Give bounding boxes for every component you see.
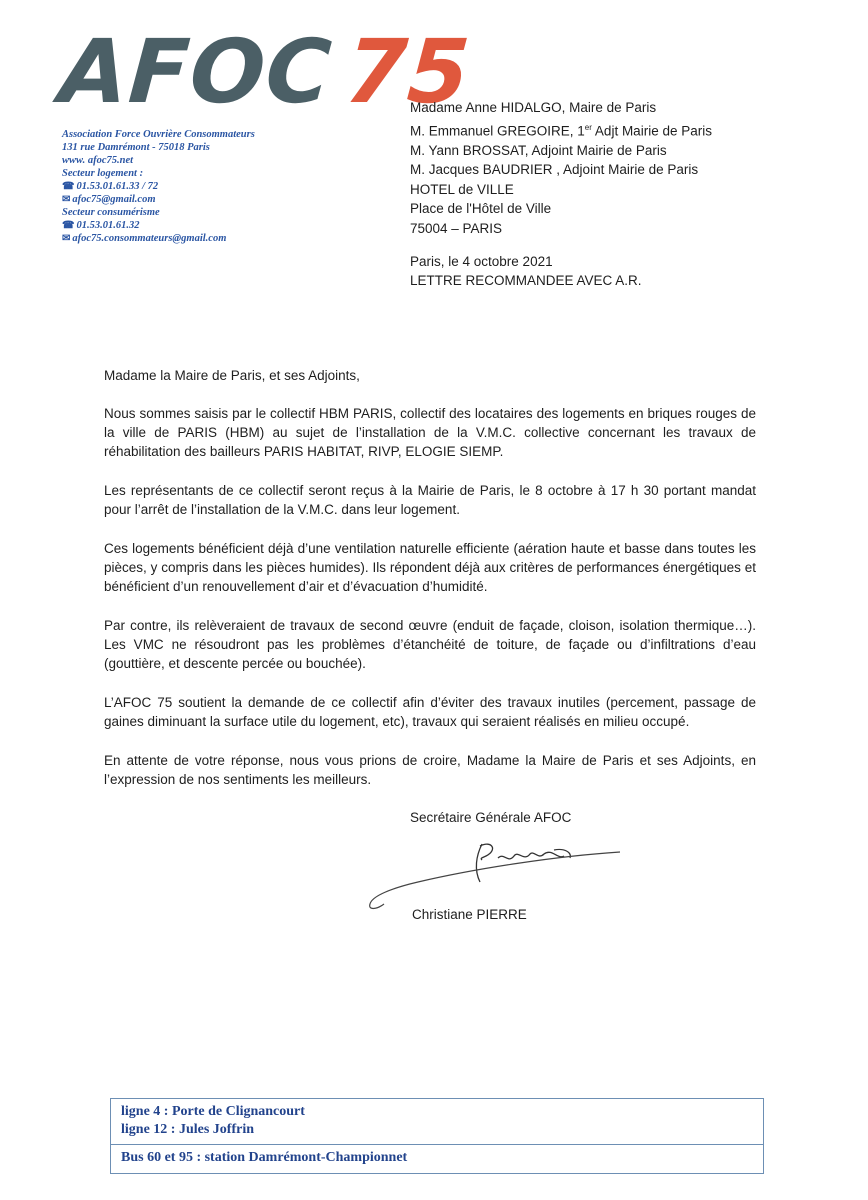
recipient-line: HOTEL de VILLE xyxy=(410,181,514,197)
signer-name: Christiane PIERRE xyxy=(412,907,527,922)
date-block xyxy=(410,252,642,290)
housing-phone: 01.53.01.61.33 / 72 xyxy=(76,181,159,192)
email-icon: ✉ xyxy=(62,194,71,205)
recipient-address-block xyxy=(410,98,712,238)
org-website: www. afoc75.net xyxy=(62,155,134,166)
consumer-email: afoc75.consommateurs@gmail.com xyxy=(72,233,227,244)
footer-divider xyxy=(111,1144,763,1145)
metro-line-4: ligne 4 : Porte de Clignancourt xyxy=(121,1104,305,1119)
recipient-line: 75004 – PARIS xyxy=(410,220,503,236)
logo-number-text: 75 xyxy=(342,20,474,123)
body-paragraph: L’AFOC 75 soutient la demande de ce collectif afin d’éviter des travaux inutiles (percement, passage de gaines diminuant la surface utile du logement, etc), travaux qui seraient réalisés en milieu occupé. xyxy=(104,695,756,729)
org-name: Association Force Ouvrière Consommateurs xyxy=(62,129,255,140)
consumer-phone: 01.53.01.61.32 xyxy=(76,220,140,231)
recipient-line: M. Jacques BAUDRIER , Adjoint Mairie de Paris xyxy=(410,162,699,177)
letter-date: Paris, le 4 octobre 2021 xyxy=(410,254,553,269)
org-address: 131 rue Damrémont - 75018 Paris xyxy=(62,142,210,153)
transport-info-box xyxy=(110,1098,764,1174)
bus-lines: Bus 60 et 95 : station Damrémont-Championnet xyxy=(121,1150,408,1165)
consumer-email-row xyxy=(62,232,362,245)
salutation: Madame la Maire de Paris, et ses Adjoints, xyxy=(104,368,360,383)
association-info xyxy=(62,128,362,245)
housing-email: afoc75@gmail.com xyxy=(72,194,156,205)
signer-title: Secrétaire Générale AFOC xyxy=(410,810,572,825)
recipient-line: Madame Anne HIDALGO, Maire de Paris xyxy=(410,100,657,115)
body-paragraph: Ces logements bénéficient déjà d’une ventilation naturelle efficiente (aération haute et basse dans toutes les pièces, y compris dans les pièces humides). Ils répondent déjà aux critères de performances énergétiques et bénéficient d’un renouvellement d’air et d’évacuation d’humidité. xyxy=(104,541,756,594)
phone-icon: ☎ xyxy=(62,181,75,192)
phone-icon: ☎ xyxy=(62,220,75,231)
housing-label: Secteur logement : xyxy=(62,168,144,179)
recipient-line: M. Yann BROSSAT, Adjoint Mairie de Paris xyxy=(410,142,667,158)
email-icon: ✉ xyxy=(62,233,71,244)
body-paragraph: Par contre, ils relèveraient de travaux de second œuvre (enduit de façade, cloison, isolation thermique…). Les VMC ne résoudront pas les problèmes d’étanchéité de toiture, de façade ou d’infiltrations d’eau (gouttière, et descente percée ou bouchée). xyxy=(104,618,756,671)
logo-afoc-text: AFOC xyxy=(56,20,336,123)
body-paragraph: En attente de votre réponse, nous vous prions de croire, Madame la Maire de Paris et ses Adjoints, en l’expression de nos sentiments les meilleurs. xyxy=(104,753,756,787)
recipient-line: M. Emmanuel GREGOIRE, 1er Adjt Mairie de Paris xyxy=(410,122,712,138)
consumer-phone-row xyxy=(62,219,362,232)
housing-phone-row xyxy=(62,180,362,193)
body-paragraph: Les représentants de ce collectif seront reçus à la Mairie de Paris, le 8 octobre à 17 h 30 portant mandat pour l’arrêt de l’installation de la V.M.C. dans leur logement. xyxy=(104,483,756,517)
metro-line-12: ligne 12 : Jules Joffrin xyxy=(121,1122,254,1137)
letter-body xyxy=(104,366,756,809)
consumer-label: Secteur consumérisme xyxy=(62,207,160,218)
recipient-line: Place de l'Hôtel de Ville xyxy=(410,201,552,216)
housing-email-row xyxy=(62,193,362,206)
delivery-mode: LETTRE RECOMMANDEE AVEC A.R. xyxy=(410,273,642,288)
body-paragraph: Nous sommes saisis par le collectif HBM PARIS, collectif des locataires des logements en briques rouges de la ville de PARIS (HBM) au sujet de l’installation de la V.M.C. collective concernant les travaux de réhabilitation des bailleurs PARIS HABITAT, RIVP, ELOGIE SIEMP. xyxy=(104,406,756,459)
